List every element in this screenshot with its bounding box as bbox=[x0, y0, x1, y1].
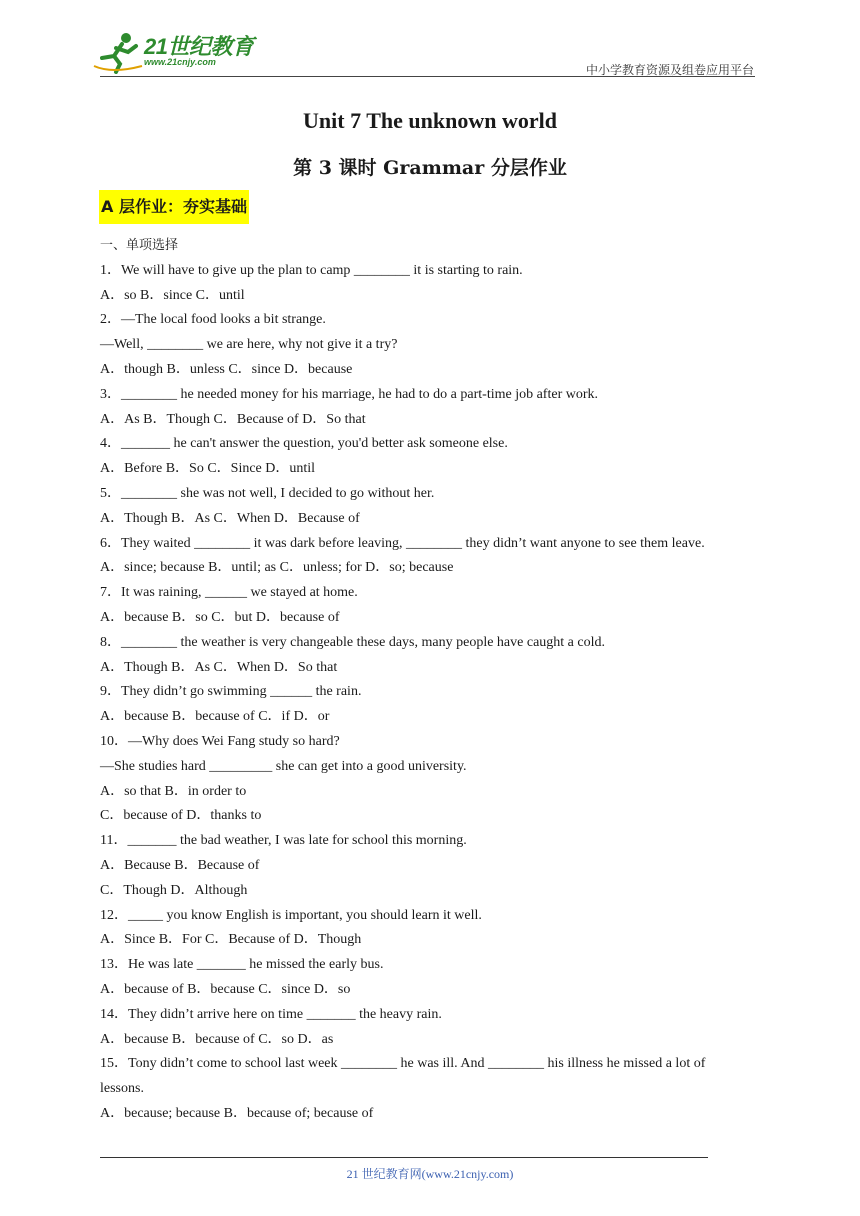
options-line: A．because; because B．because of; because of bbox=[100, 1105, 374, 1121]
options-line: A．Before B．So C．Since D．until bbox=[100, 461, 316, 477]
question-line: 9．They didn’t go swimming ______ the rain. bbox=[100, 684, 362, 700]
footer-text: 21 世纪教育网(www.21cnjy.com) bbox=[346, 1167, 514, 1181]
question-line: —She studies hard _________ she can get into a good university. bbox=[100, 758, 467, 774]
runner-icon bbox=[92, 30, 144, 74]
question-line: 5．________ she was not well, I decided to go without her. bbox=[100, 485, 435, 501]
logo-text: 21世纪教育 bbox=[144, 34, 254, 59]
page-header bbox=[0, 0, 860, 80]
question-line: 10．—Why does Wei Fang study so hard? bbox=[100, 733, 340, 749]
options-line: A．since; because B．until; as C．unless; for D．so; because bbox=[100, 560, 454, 576]
question-line: 12．_____ you know English is important, you should learn it well. bbox=[100, 907, 482, 923]
question-line: lessons. bbox=[100, 1081, 144, 1097]
question-line: 13．He was late _______ he missed the early bus. bbox=[100, 957, 384, 973]
question-line: 6．They waited ________ it was dark before leaving, ________ they didn’t want anyone to see them leave. bbox=[100, 535, 705, 551]
page-title: Unit 7 The unknown world bbox=[303, 108, 557, 133]
platform-name: 中小学教育资源及组卷应用平台 bbox=[585, 63, 754, 77]
options-line: A．though B．unless C．since D．because bbox=[100, 361, 353, 377]
header-divider bbox=[100, 76, 755, 77]
question-line: 1．We will have to give up the plan to camp ________ it is starting to rain. bbox=[100, 262, 523, 278]
site-logo bbox=[92, 30, 262, 80]
options-line: A．so that B．in order to bbox=[100, 783, 247, 799]
page-subtitle: 第 3 课时 Grammar 分层作业 bbox=[293, 157, 567, 179]
options-line: A．As B．Though C．Because of D．So that bbox=[100, 411, 366, 427]
options-line: A．Since B．For C．Because of D．Though bbox=[100, 932, 362, 948]
options-line: A．because of B．because C．since D．so bbox=[100, 981, 351, 997]
options-line: A．Because B．Because of bbox=[100, 857, 260, 873]
question-line: 14．They didn’t arrive here on time _______ the heavy rain. bbox=[100, 1006, 442, 1022]
part-heading: 一、单项选择 bbox=[100, 238, 179, 253]
question-line: 15．Tony didn’t come to school last week ________ he was ill. And ________ his illness he missed a lot of bbox=[100, 1056, 706, 1072]
question-list bbox=[100, 234, 760, 1127]
options-line: A．Though B．As C．When D．Because of bbox=[100, 510, 360, 526]
options-line: A．Though B．As C．When D．So that bbox=[100, 659, 338, 675]
options-line: A．so B．since C．until bbox=[100, 287, 245, 303]
question-line: 8．________ the weather is very changeable these days, many people have caught a cold. bbox=[100, 634, 605, 650]
options-line: C．because of D．thanks to bbox=[100, 808, 262, 824]
section-a-heading: A 层作业：夯实基础 bbox=[99, 190, 249, 224]
question-line: 11．_______ the bad weather, I was late for school this morning. bbox=[100, 833, 467, 849]
footer-divider bbox=[100, 1157, 708, 1158]
question-line: 3．________ he needed money for his marriage, he had to do a part-time job after work. bbox=[100, 386, 599, 402]
logo-url: www.21cnjy.com bbox=[144, 57, 216, 67]
options-line: A．because B．so C．but D．because of bbox=[100, 609, 340, 625]
question-line: 4．_______ he can't answer the question, you'd better ask someone else. bbox=[100, 436, 508, 452]
options-line: C．Though D．Although bbox=[100, 882, 248, 898]
question-line: 7．It was raining, ______ we stayed at home. bbox=[100, 585, 358, 601]
question-line: 2．—The local food looks a bit strange. bbox=[100, 312, 326, 328]
options-line: A．because B．because of C．if D．or bbox=[100, 709, 330, 725]
options-line: A．because B．because of C．so D．as bbox=[100, 1031, 334, 1047]
question-line: —Well, ________ we are here, why not give it a try? bbox=[100, 337, 398, 353]
